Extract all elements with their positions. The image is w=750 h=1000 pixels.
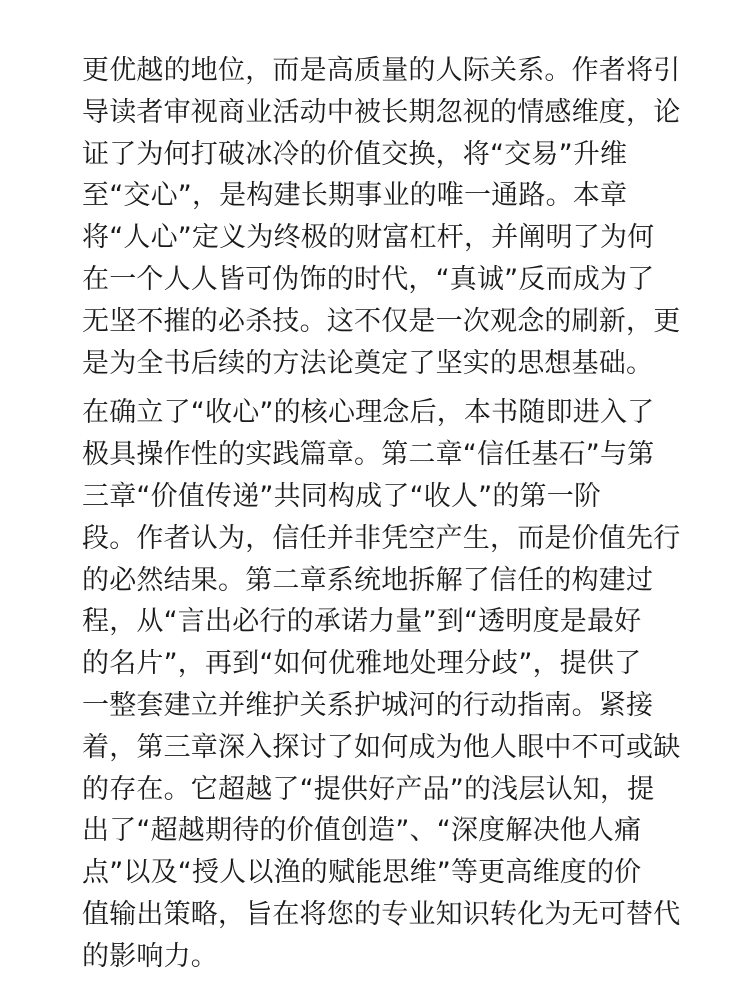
text-line: 一整套建立并维护关系护城河的行动指南。紧接 (82, 689, 654, 721)
text-line: 极具操作性的实践篇章。第二章“信任基石”与第 (82, 439, 655, 471)
text-line: 值输出策略，旨在将您的专业知识转化为无可替代 (82, 898, 681, 930)
document-page (82, 50, 682, 978)
text-line: 的名片”，再到“如何优雅地处理分歧”，提供了 (82, 648, 642, 680)
text-line: 在确立了“收心”的核心理念后，本书随即进入了 (82, 397, 655, 429)
text-line: 段。作者认为，信任并非凭空产生，而是价值先行 (82, 522, 681, 554)
text-line: 程，从“言出必行的承诺力量”到“透明度是最好 (82, 606, 642, 638)
text-line: 是为全书后续的方法论奠定了坚实的思想基础。 (82, 347, 654, 379)
text-line: 点”以及“授人以渔的赋能思维”等更高维度的价 (82, 857, 642, 889)
text-line: 着，第三章深入探讨了如何成为他人眼中不可或缺 (82, 731, 681, 763)
text-line: 的存在。它超越了“提供好产品”的浅层认知，提 (82, 773, 655, 805)
text-line: 导读者审视商业活动中被长期忽视的情感维度，论 (82, 96, 681, 128)
text-line: 在一个人人皆可伪饰的时代，“真诚”反而成为了 (82, 263, 655, 295)
text-line: 无坚不摧的必杀技。这不仅是一次观念的刷新，更 (82, 305, 681, 337)
text-line: 至“交心”，是构建长期事业的唯一通路。本章 (82, 180, 628, 212)
paragraph-2 (82, 392, 682, 977)
paragraph-spacer (82, 384, 682, 392)
text-line: 将“人心”定义为终极的财富杠杆，并阐明了为何 (82, 222, 655, 254)
text-line: 证了为何打破冰冷的价值交换，将“交易”升维 (82, 138, 628, 170)
text-line: 更优越的地位，而是高质量的人际关系。作者将引 (82, 55, 681, 86)
text-line: 出了“超越期待的价值创造”、“深度解决他人痛 (82, 815, 642, 847)
text-line: 的影响力。 (82, 940, 218, 972)
text-line: 三章“价值传递”共同构成了“收人”的第一阶 (82, 480, 602, 512)
text-line: 的必然结果。第二章系统地拆解了信任的构建过 (82, 564, 654, 596)
paragraph-1 (82, 50, 682, 384)
